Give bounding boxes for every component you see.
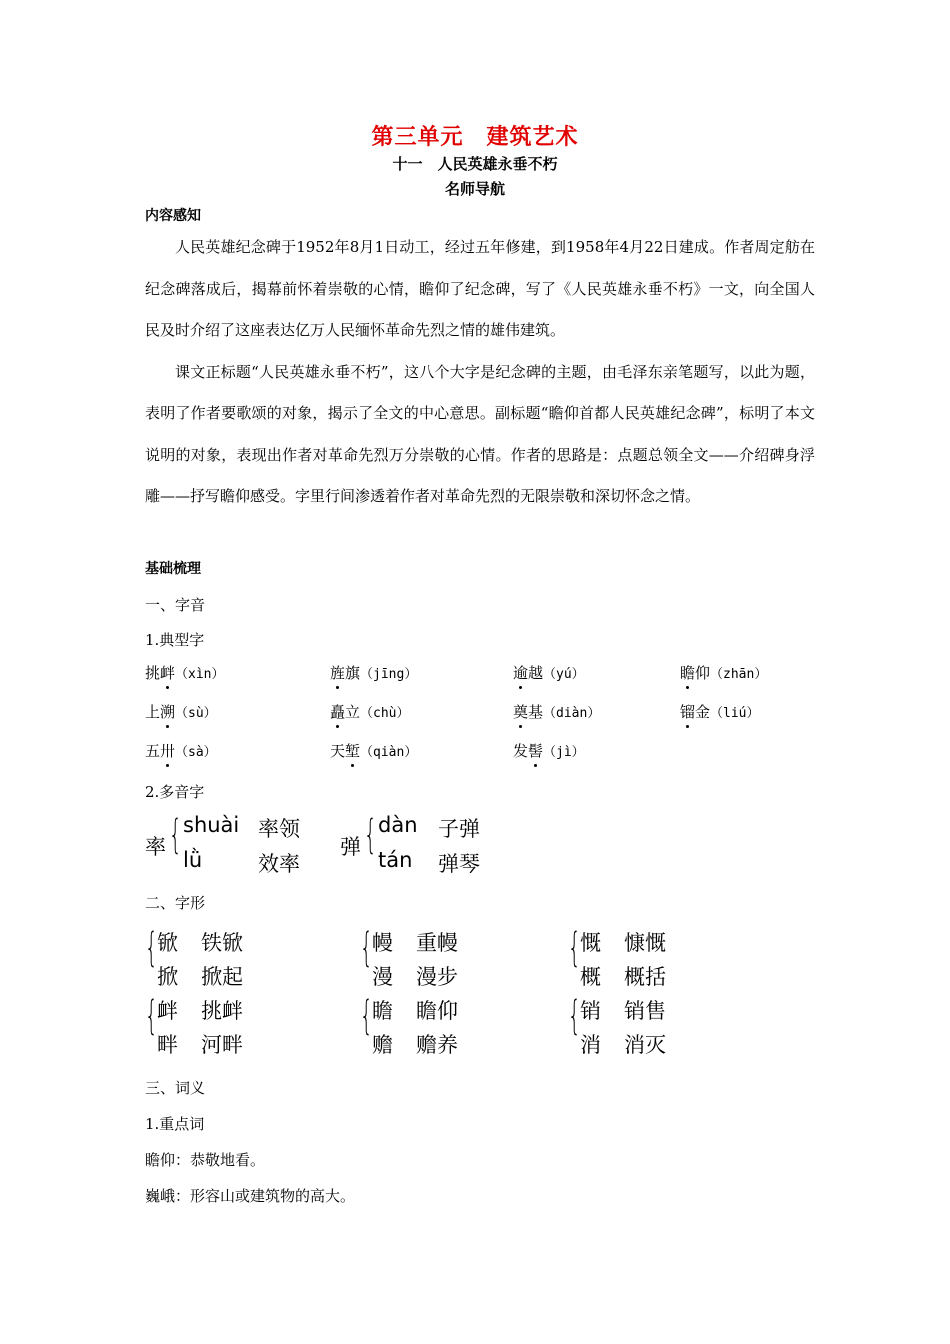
shape-char: 幔 <box>372 931 393 955</box>
definition-2: 巍峨：形容山或建筑物的高大。 <box>145 1187 356 1205</box>
polyphone-reading: shuài <box>183 813 240 837</box>
polyphone-reading: tán <box>378 848 413 872</box>
shape-char: 消 <box>580 1033 601 1057</box>
polyphone-word: 率领 <box>258 817 300 841</box>
brace-icon: { <box>568 925 581 971</box>
typical-word: 奠基（diàn） <box>513 703 601 721</box>
shape-word: 销售 <box>624 999 666 1023</box>
polyphone-word: 子弹 <box>438 817 480 841</box>
shape-word: 消灭 <box>624 1033 666 1057</box>
brace-icon: { <box>360 993 373 1039</box>
shape-char: 瞻 <box>372 999 393 1023</box>
polyphone-char: 率 <box>145 835 166 859</box>
paragraph-2: 课文正标题“人民英雄永垂不朽”，这八个大字是纪念碑的主题，由毛泽东亲笔题写，以此为题，表明了作者要歌颂的对象，揭示了全文的中心意思。副标题“瞻仰首都人民英雄纪念碑”，标明了本文说明的对象，表现出作者对革命先烈万分崇敬的心情。作者的思路是：点题总领全文——介绍碑身浮雕——抒写瞻仰感受。字里行间渗透着作者对革命先烈的无限崇敬和深切怀念之情。 <box>145 362 815 505</box>
shape-char: 漫 <box>372 965 393 989</box>
polyphone-word: 弹琴 <box>438 852 480 876</box>
shape-char: 赡 <box>372 1033 393 1057</box>
shape-char: 锨 <box>157 931 178 955</box>
shape-word: 铁锨 <box>201 931 243 955</box>
meaning-heading: 三、词义 <box>145 1079 206 1097</box>
shape-word: 挑衅 <box>201 999 243 1023</box>
shape-word: 慷慨 <box>624 931 666 955</box>
shape-word: 赡养 <box>416 1033 458 1057</box>
brace-icon: { <box>169 812 182 858</box>
shape-char: 畔 <box>157 1033 178 1057</box>
brace-icon: { <box>145 925 158 971</box>
polyphone-word: 效率 <box>258 852 300 876</box>
guide-title: 名师导航 <box>444 180 505 198</box>
unit-title: 第三单元 建筑艺术 <box>371 125 579 150</box>
typical-word: 发髻（jì） <box>513 742 585 760</box>
shape-word: 漫步 <box>416 965 458 989</box>
shape-char: 衅 <box>157 999 178 1023</box>
typical-word: 瞻仰（zhān） <box>680 664 768 682</box>
polyphone-char: 弹 <box>340 835 361 859</box>
brace-icon: { <box>145 993 158 1039</box>
shape-char: 概 <box>580 965 601 989</box>
shape-heading: 二、字形 <box>145 894 206 912</box>
typical-word: 旌旗（jīng） <box>330 664 418 682</box>
definition-1: 瞻仰：恭敬地看。 <box>145 1151 266 1169</box>
brace-icon: { <box>364 812 377 858</box>
shape-char: 掀 <box>157 965 178 989</box>
key-words-heading: 1.重点词 <box>145 1115 205 1133</box>
shape-word: 重幔 <box>416 931 458 955</box>
shape-word: 概括 <box>624 965 666 989</box>
polyphone-reading: lǜ <box>183 848 203 872</box>
shape-word: 瞻仰 <box>416 999 458 1023</box>
shape-word: 掀起 <box>201 965 243 989</box>
paragraph-1: 人民英雄纪念碑于1952年8月1日动工，经过五年修建，到1958年4月22日建成。作者周定舫在纪念碑落成后，揭幕前怀着崇敬的心情，瞻仰了纪念碑，写了《人民英雄永垂不朽》一文，向全国人民及时介绍了这座表达亿万人民缅怀革命先烈之情的雄伟建筑。 <box>145 238 815 339</box>
typical-word: 天堑（qiàn） <box>330 742 418 760</box>
typical-heading: 1.典型字 <box>145 631 205 649</box>
pronunciation-heading: 一、字音 <box>145 596 206 614</box>
content-paragraphs <box>145 227 815 518</box>
lesson-title: 十一 人民英雄永垂不朽 <box>392 155 558 173</box>
shape-char: 慨 <box>580 931 601 955</box>
typical-word: 镏金（liú） <box>680 703 760 721</box>
typical-word: 矗立（chù） <box>330 703 410 721</box>
polyphone-reading: dàn <box>378 813 418 837</box>
typical-word: 逾越（yú） <box>513 664 585 682</box>
typical-word: 挑衅（xìn） <box>145 664 225 682</box>
polyphone-heading: 2.多音字 <box>145 783 205 801</box>
typical-word: 上溯（sù） <box>145 703 217 721</box>
shape-word: 河畔 <box>201 1033 243 1057</box>
basics-heading: 基础梳理 <box>145 561 201 577</box>
content-heading: 内容感知 <box>145 208 201 224</box>
shape-char: 销 <box>580 999 601 1023</box>
typical-word: 五卅（sà） <box>145 742 217 760</box>
brace-icon: { <box>360 925 373 971</box>
brace-icon: { <box>568 993 581 1039</box>
